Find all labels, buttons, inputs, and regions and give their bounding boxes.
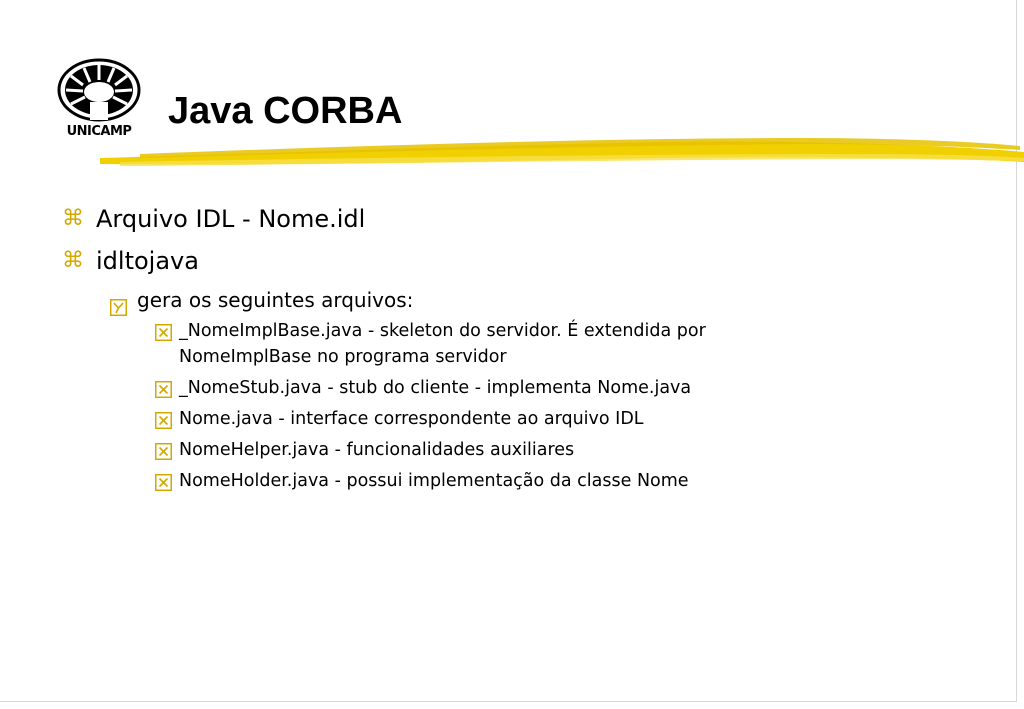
list-item bbox=[62, 198, 962, 240]
logo-text: UNICAMP bbox=[66, 124, 132, 139]
list-item-text: Nome.java - interface correspondente ao arquivo IDL bbox=[179, 409, 644, 429]
x-box-icon bbox=[155, 473, 172, 499]
x-box-icon bbox=[155, 380, 172, 406]
title-underline-swoosh bbox=[100, 132, 1024, 176]
list-item bbox=[62, 318, 839, 370]
list-item bbox=[62, 282, 962, 318]
list-item bbox=[62, 437, 962, 463]
list-item-text: NomeHolder.java - possui implementação da classe Nome bbox=[179, 471, 689, 491]
list-item-text: NomeHelper.java - funcionalidades auxiliares bbox=[179, 440, 575, 460]
list-item-text: gera os seguintes arquivos: bbox=[137, 288, 414, 312]
logo-emblem-icon bbox=[50, 52, 148, 124]
list-item bbox=[62, 406, 962, 432]
slide-body bbox=[62, 198, 962, 499]
command-key-icon: ⌘ bbox=[62, 248, 84, 273]
x-box-icon bbox=[155, 442, 172, 468]
slide-title: Java CORBA bbox=[168, 90, 403, 132]
list-item bbox=[62, 375, 962, 401]
x-box-icon bbox=[155, 323, 172, 349]
list-item-text: _NomeStub.java - stub do cliente - implementa Nome.java bbox=[179, 378, 692, 398]
list-item bbox=[62, 240, 962, 282]
list-item-text: _NomeImplBase.java - skeleton do servidor. É extendida por NomeImplBase no programa servidor bbox=[179, 321, 706, 367]
command-key-icon: ⌘ bbox=[62, 206, 84, 231]
list-item-text: idltojava bbox=[96, 247, 199, 275]
list-item-text: Arquivo IDL - Nome.idl bbox=[96, 205, 366, 233]
x-box-icon bbox=[155, 411, 172, 437]
list-item bbox=[62, 468, 962, 494]
